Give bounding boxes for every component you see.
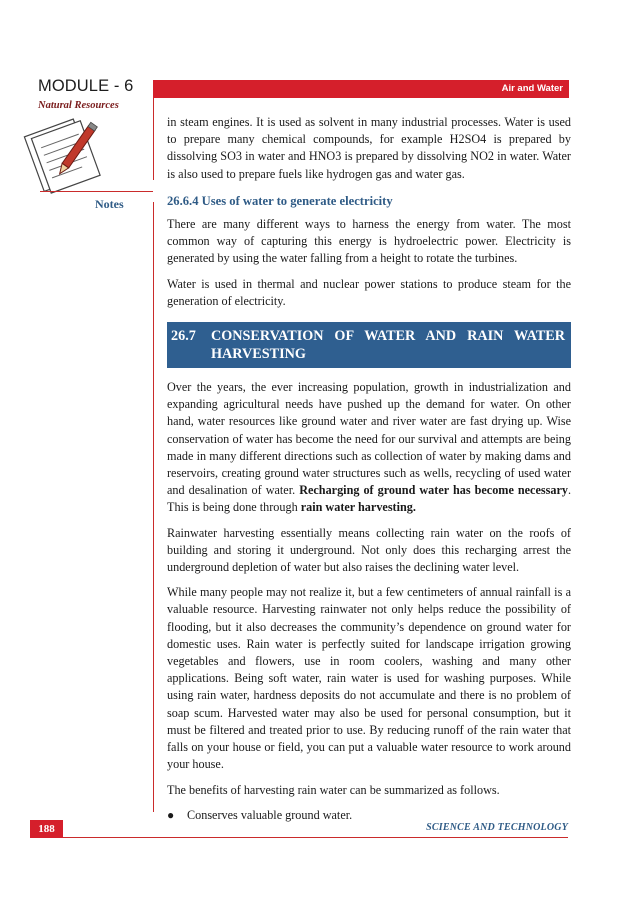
section-header-label: Air and Water [501, 83, 563, 94]
footer-rule [63, 837, 568, 838]
conservation-paragraph-2: Rainwater harvesting essentially means collecting rain water on the roofs of building and storing it underground. Not only does this recharging arrest the underground depletion of water but also raises the declining water level. [167, 525, 571, 575]
conservation-text-b: . This is being done through [167, 483, 572, 515]
electricity-paragraph-2: Water is used in thermal and nuclear power stations to produce steam for the generation of electricity. [167, 276, 571, 308]
conservation-paragraph-1 [167, 379, 571, 517]
notes-icon [14, 108, 134, 198]
conservation-paragraph-3: While many people may not realize it, but a few centimeters of annual rainfall is a valuable resource. Harvesting rainwater not only helps reduce the possibility of flooding, but it also decreases the community’s dependence on ground water for domestic uses. Rain water is perfectly suited for landscape irrigation growing vegetables and flowers, use in room coolers, washing and many other applications. Being soft water, rain water is used for washing purposes. While using rain water, hardness deposits do not accumulate and there is no problem of soap scum. Harvested water may also be used for personal consumption, but it must be filtered and treated prior to use. By reducing runoff of the rain water that falls on your house or field, you can put a valuable water resource to work around your house. [167, 585, 571, 772]
intro-paragraph: in steam engines. It is used as solvent in many industrial processes. Water is used to prepare many chemical compounds, for example H2SO4 is prepared by dissolving SO3 in water and HNO3 is prepared by dissolving NO2 in water. Water is also used to prepare fuels like hydrogen gas and water gas. [167, 115, 571, 181]
module-title: MODULE - 6 [38, 77, 134, 95]
bullet-text: Conserves valuable ground water. [187, 807, 353, 822]
conservation-bold-1: Recharging of ground water has become necessary [299, 483, 568, 498]
margin-rule-main [153, 202, 154, 812]
page-number: 188 [30, 820, 63, 838]
electricity-paragraph-1: There are many different ways to harness the energy from water. The most common way of capturing this energy is hydroelectric power. Electricity is generated by using the water falling from a height to rotate the turbines. [167, 217, 571, 266]
notes-label: Notes [95, 197, 124, 211]
page-content [167, 114, 571, 824]
section-number: 26.7 [171, 328, 196, 345]
section-header-bar [153, 80, 569, 98]
module-subtitle: Natural Resources [38, 100, 119, 111]
footer-subject: SCIENCE AND TECHNOLOGY [426, 822, 568, 833]
section-heading-box [167, 322, 571, 368]
conservation-bold-2: rain water harvesting. [300, 500, 416, 515]
section-title: CONSERVATION OF WATER AND RAIN WATER HARVESTING [211, 328, 565, 363]
conservation-paragraph-4: The benefits of harvesting rain water can be summarized as follows. [167, 782, 500, 797]
margin-rule-top [153, 98, 154, 180]
notes-rule [40, 191, 153, 192]
conservation-text-a: Over the years, the ever increasing population, growth in industrialization and expanding agricultural needs have pushed up the demand for water. On other hand, water resources like ground water and river water are fast drying up. Wise conservation of water has become the need for our survival and attempts are being made in many different directions such as collection of water by making dams and reservoirs, creating ground water structures such as wells, recycling of used water and desalination of water. [167, 380, 571, 498]
bullet-icon: ● [167, 807, 175, 822]
subsection-heading: 26.6.4 Uses of water to generate electricity [167, 193, 393, 208]
